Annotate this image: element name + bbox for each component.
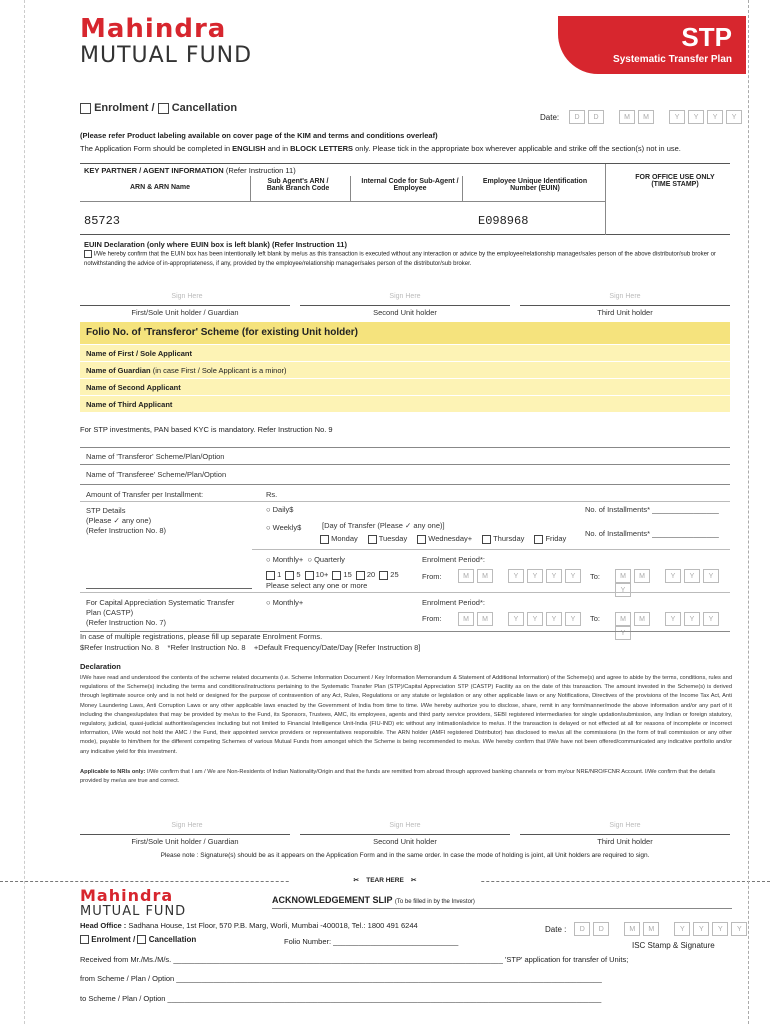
enrolment-label: Enrolment / xyxy=(94,102,155,114)
date-cell[interactable]: Y xyxy=(665,569,681,583)
day-option[interactable] xyxy=(368,534,407,543)
declaration-text: I/We have read and understood the contents of the scheme related documents (i.e. Scheme Information Document / Key Information Memorandum & Statement of Additional Information) of the Scheme(s) and agree to abide by the terms, conditions, rules and regulations of the Scheme(s) including the terms and conditions/instructions pertaining to the Systematic Transfer Plan (STP)/Capital Appreciation STP (CASTP) Facility as on the date of this transaction. The amount invested in the Scheme(s) is derived through legitimate source only and is not held or designed for the purpose of contravention of any Act, Rules, Regulations or any statute or legislation or any other applicable laws or any Notifications, Directives of the provisions of the Income Tax Act, Anti Money Laundering Laws, Anti Corruption Laws or any other applicable laws enacted by the Government of India from time to time. I/We hereby authorize you to disclose, share, remit in any form/manner/mode the above information and/or any part of it including the changes/updates that may be provided by me/us to the Fund, its Sponsors, Trustees, AMC, its employees, agents and third party service providers, SEBI registered intermediaries for single updation/submission, any Indian or foreign statutory, regulatory, judicial, quasi-judicial authorities/agencies including but not limited to Financial Intelligence Unit-India (FIU-IND) etc without any intimation/advice to me/us. If the transaction is delayed or not effected at all for reasons of incomplete or incorrect information, I/We would not hold the AMC / the Fund, their appointed service providers or representatives responsible. The ARN holder (AMFI registered Distributor) has disclosed to me/us all the commissions (in the form of trail commission or any other mode), payable to him/them for the different competing Schemes of various Mutual Funds from amongst which the Scheme is being recommended to me/us. I/We hereby confirm that I/We have not been offered/communicated any indicative portfolio and/or any indicative yield for this investment. xyxy=(80,675,732,755)
date-cell[interactable]: M xyxy=(477,569,493,583)
from-label: From: xyxy=(422,572,442,581)
side-margin-line xyxy=(24,0,25,1024)
date-cell[interactable]: D xyxy=(574,922,590,936)
date-cell[interactable]: Y xyxy=(693,922,709,936)
date-cell[interactable]: Y xyxy=(565,569,581,583)
date-field xyxy=(540,110,745,124)
day-checkbox[interactable] xyxy=(320,535,329,544)
select-one-note: Please select any one or more xyxy=(266,581,368,590)
col-arn: ARN & ARN Name xyxy=(129,184,191,191)
sign-hint-6: Sign Here xyxy=(609,822,641,829)
scissor-icon: ✂ xyxy=(411,877,417,884)
euin-value[interactable]: E098968 xyxy=(478,214,529,228)
to-label: To: xyxy=(590,572,601,581)
amount-label: Amount of Transfer per Installment: xyxy=(86,490,204,499)
date-cell[interactable]: M xyxy=(624,922,640,936)
date-cell[interactable]: Y xyxy=(731,922,747,936)
date-option-label: 5 xyxy=(294,570,301,579)
from-date-cells-2[interactable] xyxy=(458,612,584,626)
sign-first-holder[interactable]: First/Sole Unit holder / Guardian xyxy=(80,305,290,317)
date-cell[interactable]: D xyxy=(588,110,604,124)
side-tear-line xyxy=(748,0,749,1024)
monthly-option[interactable]: ○ Monthly+ ○ Quarterly xyxy=(266,555,345,564)
form-banner xyxy=(558,16,746,74)
sign-hint-4: Sign Here xyxy=(171,822,203,829)
date-cell[interactable]: Y xyxy=(527,569,543,583)
day-option[interactable] xyxy=(417,534,472,543)
sign-third-holder-2[interactable]: Third Unit holder xyxy=(520,834,730,846)
sign-second-holder[interactable]: Second Unit holder xyxy=(300,305,510,317)
head-office: Head Office : Sadhana House, 1st Floor, 570 P.B. Marg, Worli, Mumbai -400018, Tel.: 1800 491 6244 xyxy=(80,921,418,930)
note-text-a: The Application Form should be completed in xyxy=(80,144,233,153)
day-checkbox[interactable] xyxy=(368,535,377,544)
ack-enrol-options: Enrolment / Cancellation xyxy=(80,935,196,944)
signature-note: Please note : Signature(s) should be as it appears on the Application Form and in the same order. In case the mode of holding is joint, all Unit holders are required to sign. xyxy=(160,852,650,859)
ack-from-scheme[interactable]: from Scheme / Plan / Option ______________________________________________________________________________________________________ xyxy=(80,974,602,983)
day-option[interactable] xyxy=(482,534,524,543)
date-cell[interactable]: M xyxy=(619,110,635,124)
date-cell[interactable]: Y xyxy=(712,922,728,936)
date-cell[interactable]: M xyxy=(643,922,659,936)
day-options xyxy=(320,534,576,544)
date-checkbox[interactable] xyxy=(305,571,314,580)
note-text-b: ENGLISH xyxy=(232,144,266,153)
date-option-label: 10+ xyxy=(313,570,329,579)
agent-header: KEY PARTNER / AGENT INFORMATION (Refer Instruction 11) xyxy=(84,166,296,175)
castp-monthly[interactable]: ○ Monthly+ xyxy=(266,598,304,607)
date-cell[interactable]: Y xyxy=(669,110,685,124)
first-applicant[interactable]: Name of First / Sole Applicant xyxy=(80,345,730,362)
agent-info-section xyxy=(80,163,730,235)
date-cell[interactable]: M xyxy=(615,569,631,583)
sign-hint-1: Sign Here xyxy=(171,293,203,300)
kyc-note: For STP investments, PAN based KYC is mandatory. Refer Instruction No. 9 xyxy=(80,425,333,434)
date-checkbox[interactable] xyxy=(379,571,388,580)
date-cell[interactable]: Y xyxy=(546,569,562,583)
date-label: Date: xyxy=(540,112,560,122)
enrolment-period: Enrolment Period*: xyxy=(422,555,485,564)
euin-checkbox[interactable] xyxy=(84,250,92,258)
date-option[interactable] xyxy=(356,570,375,579)
day-checkbox[interactable] xyxy=(482,535,491,544)
date-checkbox[interactable] xyxy=(356,571,365,580)
date-option[interactable] xyxy=(379,570,398,579)
date-cell[interactable]: Y xyxy=(508,612,524,626)
date-cell[interactable]: Y xyxy=(688,110,704,124)
enrolment-period-2: Enrolment Period*: xyxy=(422,598,485,607)
sign-second-holder-2[interactable]: Second Unit holder xyxy=(300,834,510,846)
daily-option[interactable]: ○ Daily$ xyxy=(266,505,294,514)
nri-declaration: Applicable to NRIs only: I/We confirm that I am / We are Non-Residents of Indian Nationality/Origin and that the funds are remitted from abroad through approved banking channels or from my/our NRE/NRO/FCNR Account. I/We confirm that the details provided by me/us are true and correct. xyxy=(80,769,716,785)
amount-rs[interactable]: Rs. xyxy=(266,490,278,499)
date-cell[interactable]: Y xyxy=(508,569,524,583)
day-label: Thursday xyxy=(491,534,525,543)
castp-label: For Capital Appreciation Systematic Transfer Plan (CASTP) (Refer Instruction No. 7) xyxy=(86,598,235,627)
day-label: Friday xyxy=(543,534,567,543)
day-label: Wednesday+ xyxy=(426,534,473,543)
day-option[interactable] xyxy=(534,534,566,543)
date-cell[interactable]: Y xyxy=(726,110,742,124)
date-cell[interactable]: Y xyxy=(707,110,723,124)
ack-brand-name: Mahindra xyxy=(80,886,174,905)
ack-title: ACKNOWLEDGEMENT SLIP (To be filled in by the Investor) xyxy=(272,895,475,905)
date-option[interactable] xyxy=(305,570,329,579)
transferor-scheme[interactable]: Name of 'Transferor' Scheme/Plan/Option xyxy=(86,452,225,461)
enrolment-options xyxy=(80,102,237,114)
guardian[interactable]: Name of Guardian (in case First / Sole Applicant is a minor) xyxy=(80,362,730,379)
date-option[interactable] xyxy=(266,570,281,579)
second-applicant[interactable]: Name of Second Applicant xyxy=(80,379,730,396)
isc-stamp: ISC Stamp & Signature xyxy=(632,941,715,950)
from-date-cells[interactable] xyxy=(458,569,584,583)
ack-enrolment-checkbox[interactable] xyxy=(80,935,89,944)
note-text-c: and in xyxy=(265,144,291,153)
date-cell[interactable]: Y xyxy=(684,569,700,583)
cancellation-checkbox[interactable] xyxy=(158,103,169,114)
day-checkbox[interactable] xyxy=(417,535,426,544)
arn-value[interactable]: 85723 xyxy=(84,214,121,228)
from-label-2: From: xyxy=(422,614,442,623)
date-cell[interactable]: Y xyxy=(703,569,719,583)
ack-to-scheme[interactable]: to Scheme / Plan / Option ________________________________________________________________________________________________________ xyxy=(80,994,602,1003)
brand-name: Mahindra xyxy=(80,14,227,44)
ack-date xyxy=(545,922,750,936)
date-cell[interactable]: Y xyxy=(527,612,543,626)
col-sub-agent: Sub Agent's ARN / Bank Branch Code xyxy=(266,178,330,192)
date-cell[interactable]: M xyxy=(634,569,650,583)
ack-logo xyxy=(80,888,186,918)
product-label-note: (Please refer Product labeling available on cover page of the KIM and terms and conditions overleaf) xyxy=(80,131,438,140)
sign-hint-5: Sign Here xyxy=(389,822,421,829)
date-options xyxy=(266,570,403,580)
transferee-scheme[interactable]: Name of 'Transferee' Scheme/Plan/Option xyxy=(86,470,227,479)
third-applicant[interactable]: Name of Third Applicant xyxy=(80,396,730,413)
euin-declaration xyxy=(84,250,732,269)
cancellation-label: Cancellation xyxy=(171,102,238,114)
to-label-2: To: xyxy=(590,614,601,623)
ack-cancellation-checkbox[interactable] xyxy=(137,935,146,944)
brand-logo xyxy=(80,16,252,67)
date-option-label: 25 xyxy=(388,570,399,579)
ack-received[interactable]: Received from Mr./Ms./M/s. _______________________________________________________________________________ 'STP' application for transfer of Units; xyxy=(80,955,629,964)
euin-title: EUIN Declaration (only where EUIN box is left blank) (Refer Instruction 11) xyxy=(84,240,347,249)
col-euin: Employee Unique Identification Number (EUIN) xyxy=(482,178,588,192)
date-option[interactable] xyxy=(332,570,351,579)
ack-date-label: Date : xyxy=(545,924,567,934)
ack-folio[interactable]: Folio Number: ______________________________ xyxy=(284,937,459,946)
date-cell[interactable]: M xyxy=(615,612,631,626)
form-title: Systematic Transfer Plan xyxy=(613,54,732,65)
note-text-d: BLOCK LETTERS xyxy=(290,144,354,153)
folio-title[interactable]: Folio No. of 'Transferor' Scheme (for existing Unit holder) xyxy=(80,322,730,344)
euin-text: I/We hereby confirm that the EUIN box has been intentionally left blank by me/us as this transaction is executed without any interaction or advice by the employee/relationship manager/sales person of the above distributor/sub broker or notwithstanding the advice of in-appropriateness, if any, provided by the employee/relationship manager/sales person of the distributor/sub broker. xyxy=(84,251,716,267)
declaration-title: Declaration xyxy=(80,662,121,671)
date-option[interactable] xyxy=(285,570,300,579)
date-option-label: 20 xyxy=(364,570,376,579)
tear-label: ✂ TEAR HERE ✂ xyxy=(290,876,480,884)
date-cells[interactable] xyxy=(569,114,745,121)
date-option-label: 15 xyxy=(341,570,352,579)
note-text-e: only. Please tick in the appropriate box wherever applicable and strike off the section(s) not in use. xyxy=(353,144,681,153)
date-cell[interactable]: Y xyxy=(615,626,631,640)
date-checkbox[interactable] xyxy=(285,571,294,580)
sign-third-holder[interactable]: Third Unit holder xyxy=(520,305,730,317)
date-cell[interactable]: Y xyxy=(674,922,690,936)
daily-installments[interactable]: No. of Installments* ________________ xyxy=(585,505,719,514)
date-cell[interactable]: Y xyxy=(703,612,719,626)
date-cell[interactable]: Y xyxy=(565,612,581,626)
date-checkbox[interactable] xyxy=(332,571,341,580)
multiple-registrations-note: In case of multiple registrations, please fill up separate Enrolment Forms. xyxy=(80,632,323,641)
to-date-cells-2[interactable] xyxy=(615,612,730,640)
day-label: Monday xyxy=(329,534,358,543)
form-code: STP xyxy=(681,22,732,52)
enrolment-checkbox[interactable] xyxy=(80,103,91,114)
stp-details: STP Details (Please ✓ any one) (Refer Instruction No. 8) xyxy=(86,506,167,535)
date-cell[interactable]: M xyxy=(638,110,654,124)
weekly-installments[interactable]: No. of Installments* ________________ xyxy=(585,529,719,538)
date-option-label: 1 xyxy=(275,570,282,579)
sign-hint-3: Sign Here xyxy=(609,293,641,300)
scissor-icon: ✂ xyxy=(353,877,359,884)
date-cell[interactable]: Y xyxy=(546,612,562,626)
date-checkbox[interactable] xyxy=(266,571,275,580)
day-of-transfer: [Day of Transfer (Please ✓ any one)] xyxy=(322,521,445,530)
brand-sub: MUTUAL FUND xyxy=(80,43,253,68)
date-cell[interactable]: M xyxy=(458,569,474,583)
date-cell[interactable]: D xyxy=(569,110,585,124)
office-use: FOR OFFICE USE ONLY (TIME STAMP) xyxy=(635,174,715,188)
applicant-names xyxy=(80,345,730,413)
date-cell[interactable]: Y xyxy=(684,612,700,626)
date-cell[interactable]: Y xyxy=(665,612,681,626)
weekly-option[interactable]: ○ Weekly$ xyxy=(266,523,302,532)
date-cell[interactable]: Y xyxy=(615,583,631,597)
ack-date-cells[interactable] xyxy=(574,926,750,933)
sign-hint-2: Sign Here xyxy=(389,293,421,300)
day-label: Tuesday xyxy=(376,534,408,543)
date-cell[interactable]: M xyxy=(458,612,474,626)
day-option[interactable] xyxy=(320,534,358,543)
col-internal: Internal Code for Sub-Agent / Employee xyxy=(361,178,459,192)
ack-brand-sub: MUTUAL FUND xyxy=(80,904,187,919)
date-cell[interactable]: M xyxy=(634,612,650,626)
instruction-refs: $Refer Instruction No. 8 *Refer Instruction No. 8 +Default Frequency/Date/Day [Refer Instruction 8] xyxy=(80,643,421,652)
completion-note xyxy=(80,144,681,153)
date-cell[interactable]: D xyxy=(593,922,609,936)
sign-first-holder-2[interactable]: First/Sole Unit holder / Guardian xyxy=(80,834,290,846)
date-cell[interactable]: M xyxy=(477,612,493,626)
